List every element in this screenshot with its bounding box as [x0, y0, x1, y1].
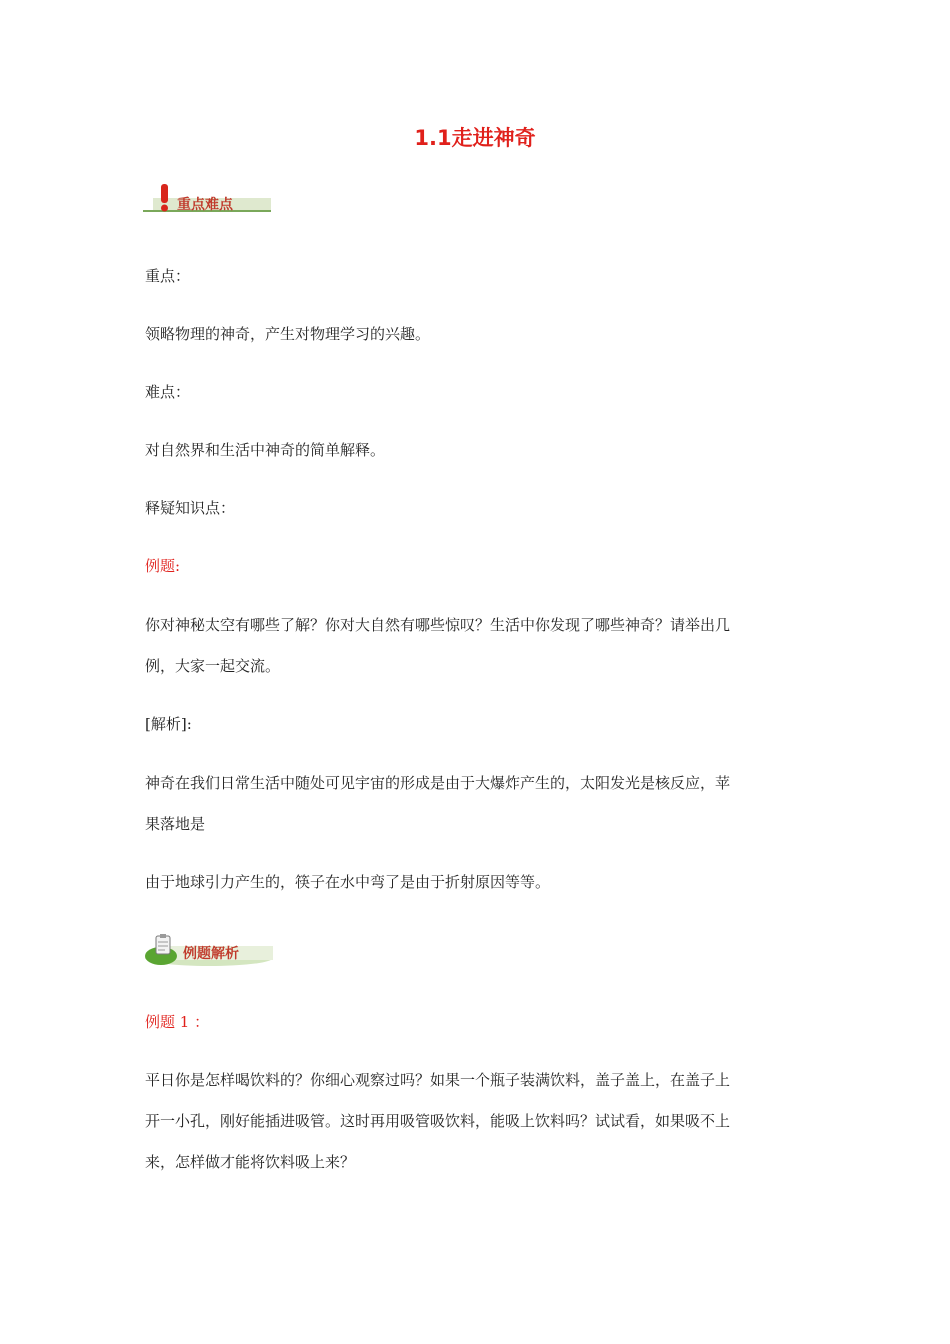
example1-line-3: 来，怎样做才能将饮料吸上来？	[145, 1153, 356, 1171]
example1-line-1: 平日你是怎样喝饮料的？你细心观察过吗？如果一个瓶子装满饮料，盖子盖上，在盖子上	[145, 1071, 731, 1089]
key-points-badge	[143, 184, 273, 218]
analysis-line-2: 果落地是	[145, 815, 206, 833]
example-analysis-badge-label: 例题解析	[183, 946, 239, 962]
example1-label: 例题 1 ：	[145, 1013, 210, 1031]
example-text-line-2: 例，大家一起交流。	[145, 657, 281, 675]
difficulty-text: 对自然界和生活中神奇的简单解释。	[145, 441, 386, 459]
example1-line-2: 开一小孔，刚好能插进吸管。这时再用吸管吸饮料，能吸上饮料吗？试试看，如果吸不上	[145, 1112, 731, 1130]
doubt-label: 释疑知识点：	[145, 499, 236, 517]
example-text-line-1: 你对神秘太空有哪些了解？你对大自然有哪些惊叹？生活中你发现了哪些神奇？请举出几	[145, 616, 731, 634]
analysis-line-1: 神奇在我们日常生活中随处可见宇宙的形成是由于大爆炸产生的，太阳发光是核反应，苹	[145, 774, 731, 792]
example-analysis-badge	[143, 932, 275, 968]
page-title: 1.1走进神奇	[414, 126, 536, 150]
analysis-label: [解析]:	[145, 715, 192, 733]
key-label: 重点：	[145, 267, 191, 285]
difficulty-label: 难点：	[145, 383, 191, 401]
key-points-badge-label: 重点难点	[177, 197, 233, 213]
key-text: 领略物理的神奇，产生对物理学习的兴趣。	[145, 325, 431, 343]
analysis-line-3: 由于地球引力产生的，筷子在水中弯了是由于折射原因等等。	[145, 873, 551, 891]
exclamation-icon	[161, 184, 168, 212]
example-label: 例题:	[145, 557, 181, 575]
